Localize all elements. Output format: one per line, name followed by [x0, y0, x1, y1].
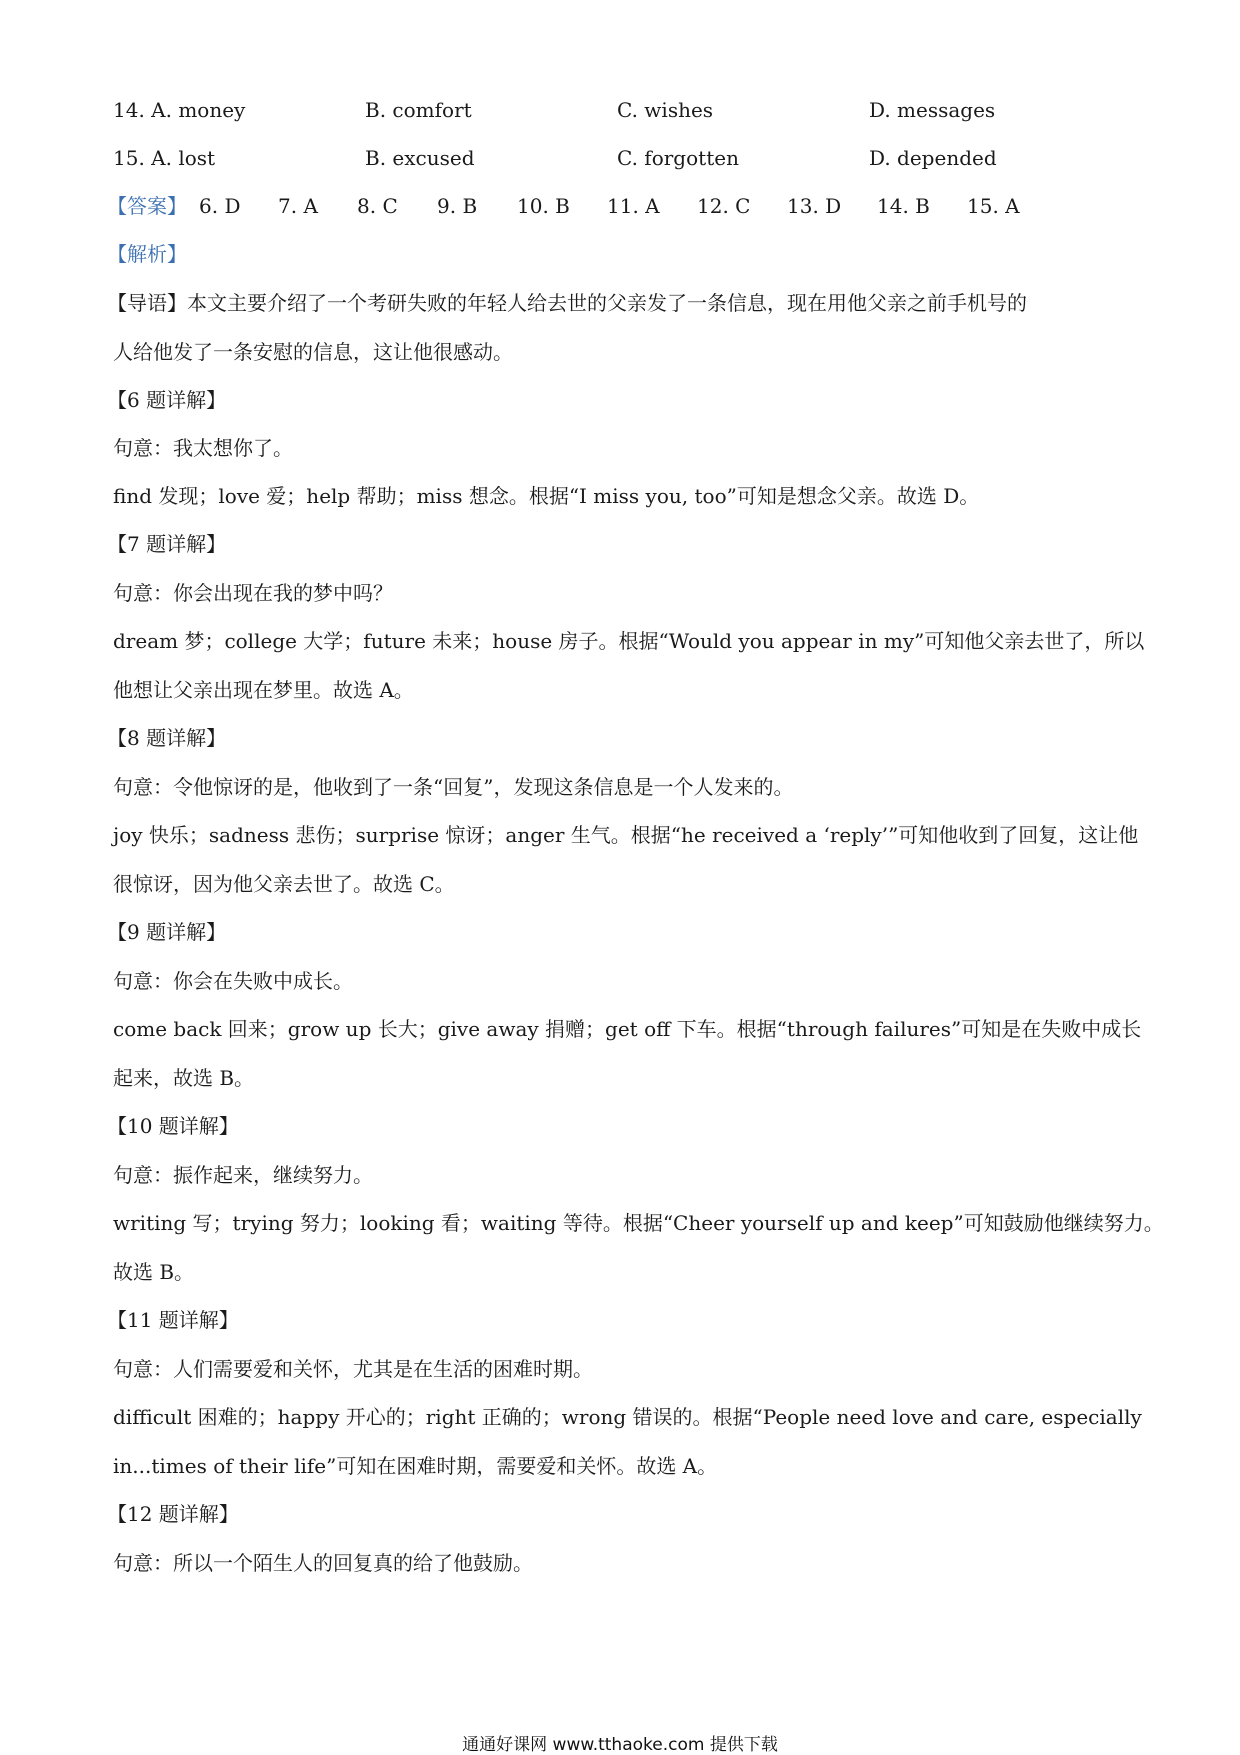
answer-item: 9. B — [437, 194, 478, 218]
sentence-meaning: 句意：我太想你了。 — [113, 436, 293, 460]
explanation-line: 起来，故选 B。 — [113, 1066, 255, 1090]
question-14 — [113, 96, 1133, 124]
answer-item: 6. D — [199, 194, 241, 218]
answer-item: 10. B — [517, 194, 570, 218]
explanation-line: in...times of their life”可知在困难时期，需要爱和关怀。故选 A。 — [113, 1454, 718, 1478]
explanation-line: 故选 B。 — [113, 1260, 195, 1284]
option-d: D. depended — [869, 146, 997, 170]
option-a: 14. A. money — [113, 98, 246, 122]
explanation-line: dream 梦；college 大学；future 未来；house 房子。根据“Would you appear in my”可知他父亲去世了，所以 — [113, 629, 1145, 653]
section-title: 【12 题详解】 — [107, 1502, 239, 1526]
answer-item: 11. A — [607, 194, 660, 218]
explanation-line: find 发现；love 爱；help 帮助；miss 想念。根据“I miss you, too”可知是想念父亲。故选 D。 — [113, 484, 980, 508]
explanation-line: come back 回来；grow up 长大；give away 捐赠；get off 下车。根据“through failures”可知是在失败中成长 — [113, 1017, 1142, 1041]
option-a: 15. A. lost — [113, 146, 216, 170]
section-title: 【11 题详解】 — [107, 1308, 239, 1332]
sentence-meaning: 句意：你会在失败中成长。 — [113, 969, 353, 993]
answer-label: 【答案】 — [107, 194, 187, 218]
section-title: 【8 题详解】 — [107, 726, 227, 750]
option-b: B. comfort — [365, 98, 472, 122]
explanation-line: 很惊讶，因为他父亲去世了。故选 C。 — [113, 872, 455, 896]
section-title: 【10 题详解】 — [107, 1114, 239, 1138]
analysis-label: 【解析】 — [107, 242, 187, 266]
option-b: B. excused — [365, 146, 475, 170]
section-title: 【7 题详解】 — [107, 532, 227, 556]
answer-item: 7. A — [278, 194, 318, 218]
explanation-line: difficult 困难的；happy 开心的；right 正确的；wrong 错误的。根据“People need love and care, especially — [113, 1405, 1142, 1429]
option-c: C. forgotten — [617, 146, 739, 170]
explanation-line: 他想让父亲出现在梦里。故选 A。 — [113, 678, 414, 702]
option-c: C. wishes — [617, 98, 714, 122]
section-title: 【6 题详解】 — [107, 388, 227, 412]
explanation-line: joy 快乐；sadness 悲伤；surprise 惊讶；anger 生气。根据“he received a ‘reply’”可知他收到了回复，这让他 — [113, 823, 1139, 847]
section-title: 【9 题详解】 — [107, 920, 227, 944]
footer-source: 通通好课网 www.tthaoke.com 提供下载 — [462, 1735, 778, 1755]
sentence-meaning: 句意：人们需要爱和关怀，尤其是在生活的困难时期。 — [113, 1357, 593, 1381]
explanation-line: writing 写；trying 努力；looking 看；waiting 等待。根据“Cheer yourself up and keep”可知鼓励他继续努力。 — [113, 1211, 1164, 1235]
option-d: D. messages — [869, 98, 996, 122]
sentence-meaning: 句意：所以一个陌生人的回复真的给了他鼓励。 — [113, 1551, 533, 1575]
answer-item: 12. C — [697, 194, 751, 218]
lead-line-2: 人给他发了一条安慰的信息，这让他很感动。 — [113, 340, 513, 364]
answer-row — [107, 192, 1133, 220]
question-15 — [113, 144, 1133, 172]
answer-item: 13. D — [787, 194, 842, 218]
sentence-meaning: 句意：令他惊讶的是，他收到了一条“回复”，发现这条信息是一个人发来的。 — [113, 775, 794, 799]
answer-item: 8. C — [357, 194, 398, 218]
answer-item: 14. B — [877, 194, 930, 218]
lead-line-1: 【导语】本文主要介绍了一个考研失败的年轻人给去世的父亲发了一条信息，现在用他父亲之前手机号的 — [107, 291, 1027, 315]
sentence-meaning: 句意：你会出现在我的梦中吗？ — [113, 581, 393, 605]
answer-item: 15. A — [967, 194, 1020, 218]
sentence-meaning: 句意：振作起来，继续努力。 — [113, 1163, 373, 1187]
